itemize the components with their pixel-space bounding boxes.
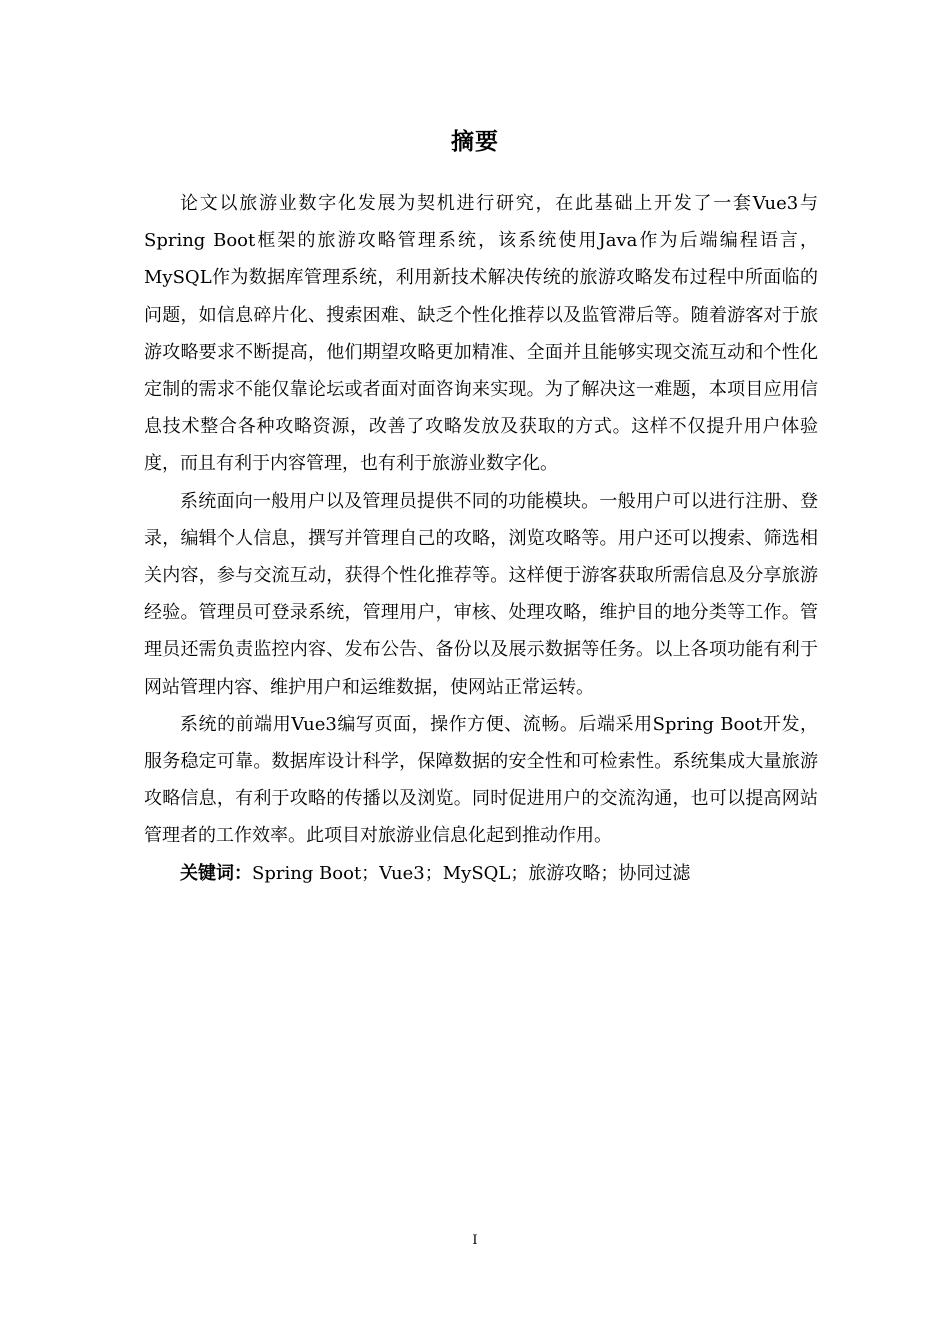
abstract-paragraph-2: 系统面向一般用户以及管理员提供不同的功能模块。一般用户可以进行注册、登录，编辑个人信息，撰写并管理自己的攻略，浏览攻略等。用户还可以搜索、筛选相关内容，参与交流互动，获得个性化推荐等。这样便于游客获取所需信息及分享旅游经验。管理员可登录系统，管理用户，审核、处理攻略，维护目的地分类等工作。管理员还需负责监控内容、发布公告、备份以及展示数据等任务。以上各项功能有利于网站管理内容、维护用户和运维数据，使网站正常运转。 bbox=[144, 490, 818, 698]
abstract-paragraph-1: 论文以旅游业数字化发展为契机进行研究，在此基础上开发了一套Vue3与Spring Boot框架的旅游攻略管理系统，该系统使用Java作为后端编程语言，MySQL作为数据库管理系统，利用新技术解决传统的旅游攻略发布过程中所面临的问题，如信息碎片化、搜索困难、缺乏个性化推荐以及监管滞后等。随着游客对于旅游攻略要求不断提高，他们期望攻略更加精准、全面并且能够实现交流互动和个性化定制的需求不能仅靠论坛或者面对面咨询来实现。为了解决这一难题，本项目应用信息技术整合各种攻略资源，改善了攻略发放及获取的方式。这样不仅提升用户体验度，而且有利于内容管理，也有利于旅游业数字化。 bbox=[144, 193, 818, 475]
keywords-line bbox=[144, 855, 818, 892]
abstract-body bbox=[144, 185, 818, 892]
abstract-title: 摘要 bbox=[451, 128, 499, 155]
page-number: I bbox=[472, 1233, 478, 1248]
abstract-paragraph-3: 系统的前端用Vue3编写页面，操作方便、流畅。后端采用Spring Boot开发，服务稳定可靠。数据库设计科学，保障数据的安全性和可检索性。系统集成大量旅游攻略信息，有利于攻略的传播以及浏览。同时促进用户的交流沟通，也可以提高网站管理者的工作效率。此项目对旅游业信息化起到推动作用。 bbox=[144, 713, 818, 847]
keywords-list: Spring Boot；Vue3；MySQL；旅游攻略；协同过滤 bbox=[252, 862, 691, 884]
keywords-label: 关键词： bbox=[180, 862, 252, 884]
